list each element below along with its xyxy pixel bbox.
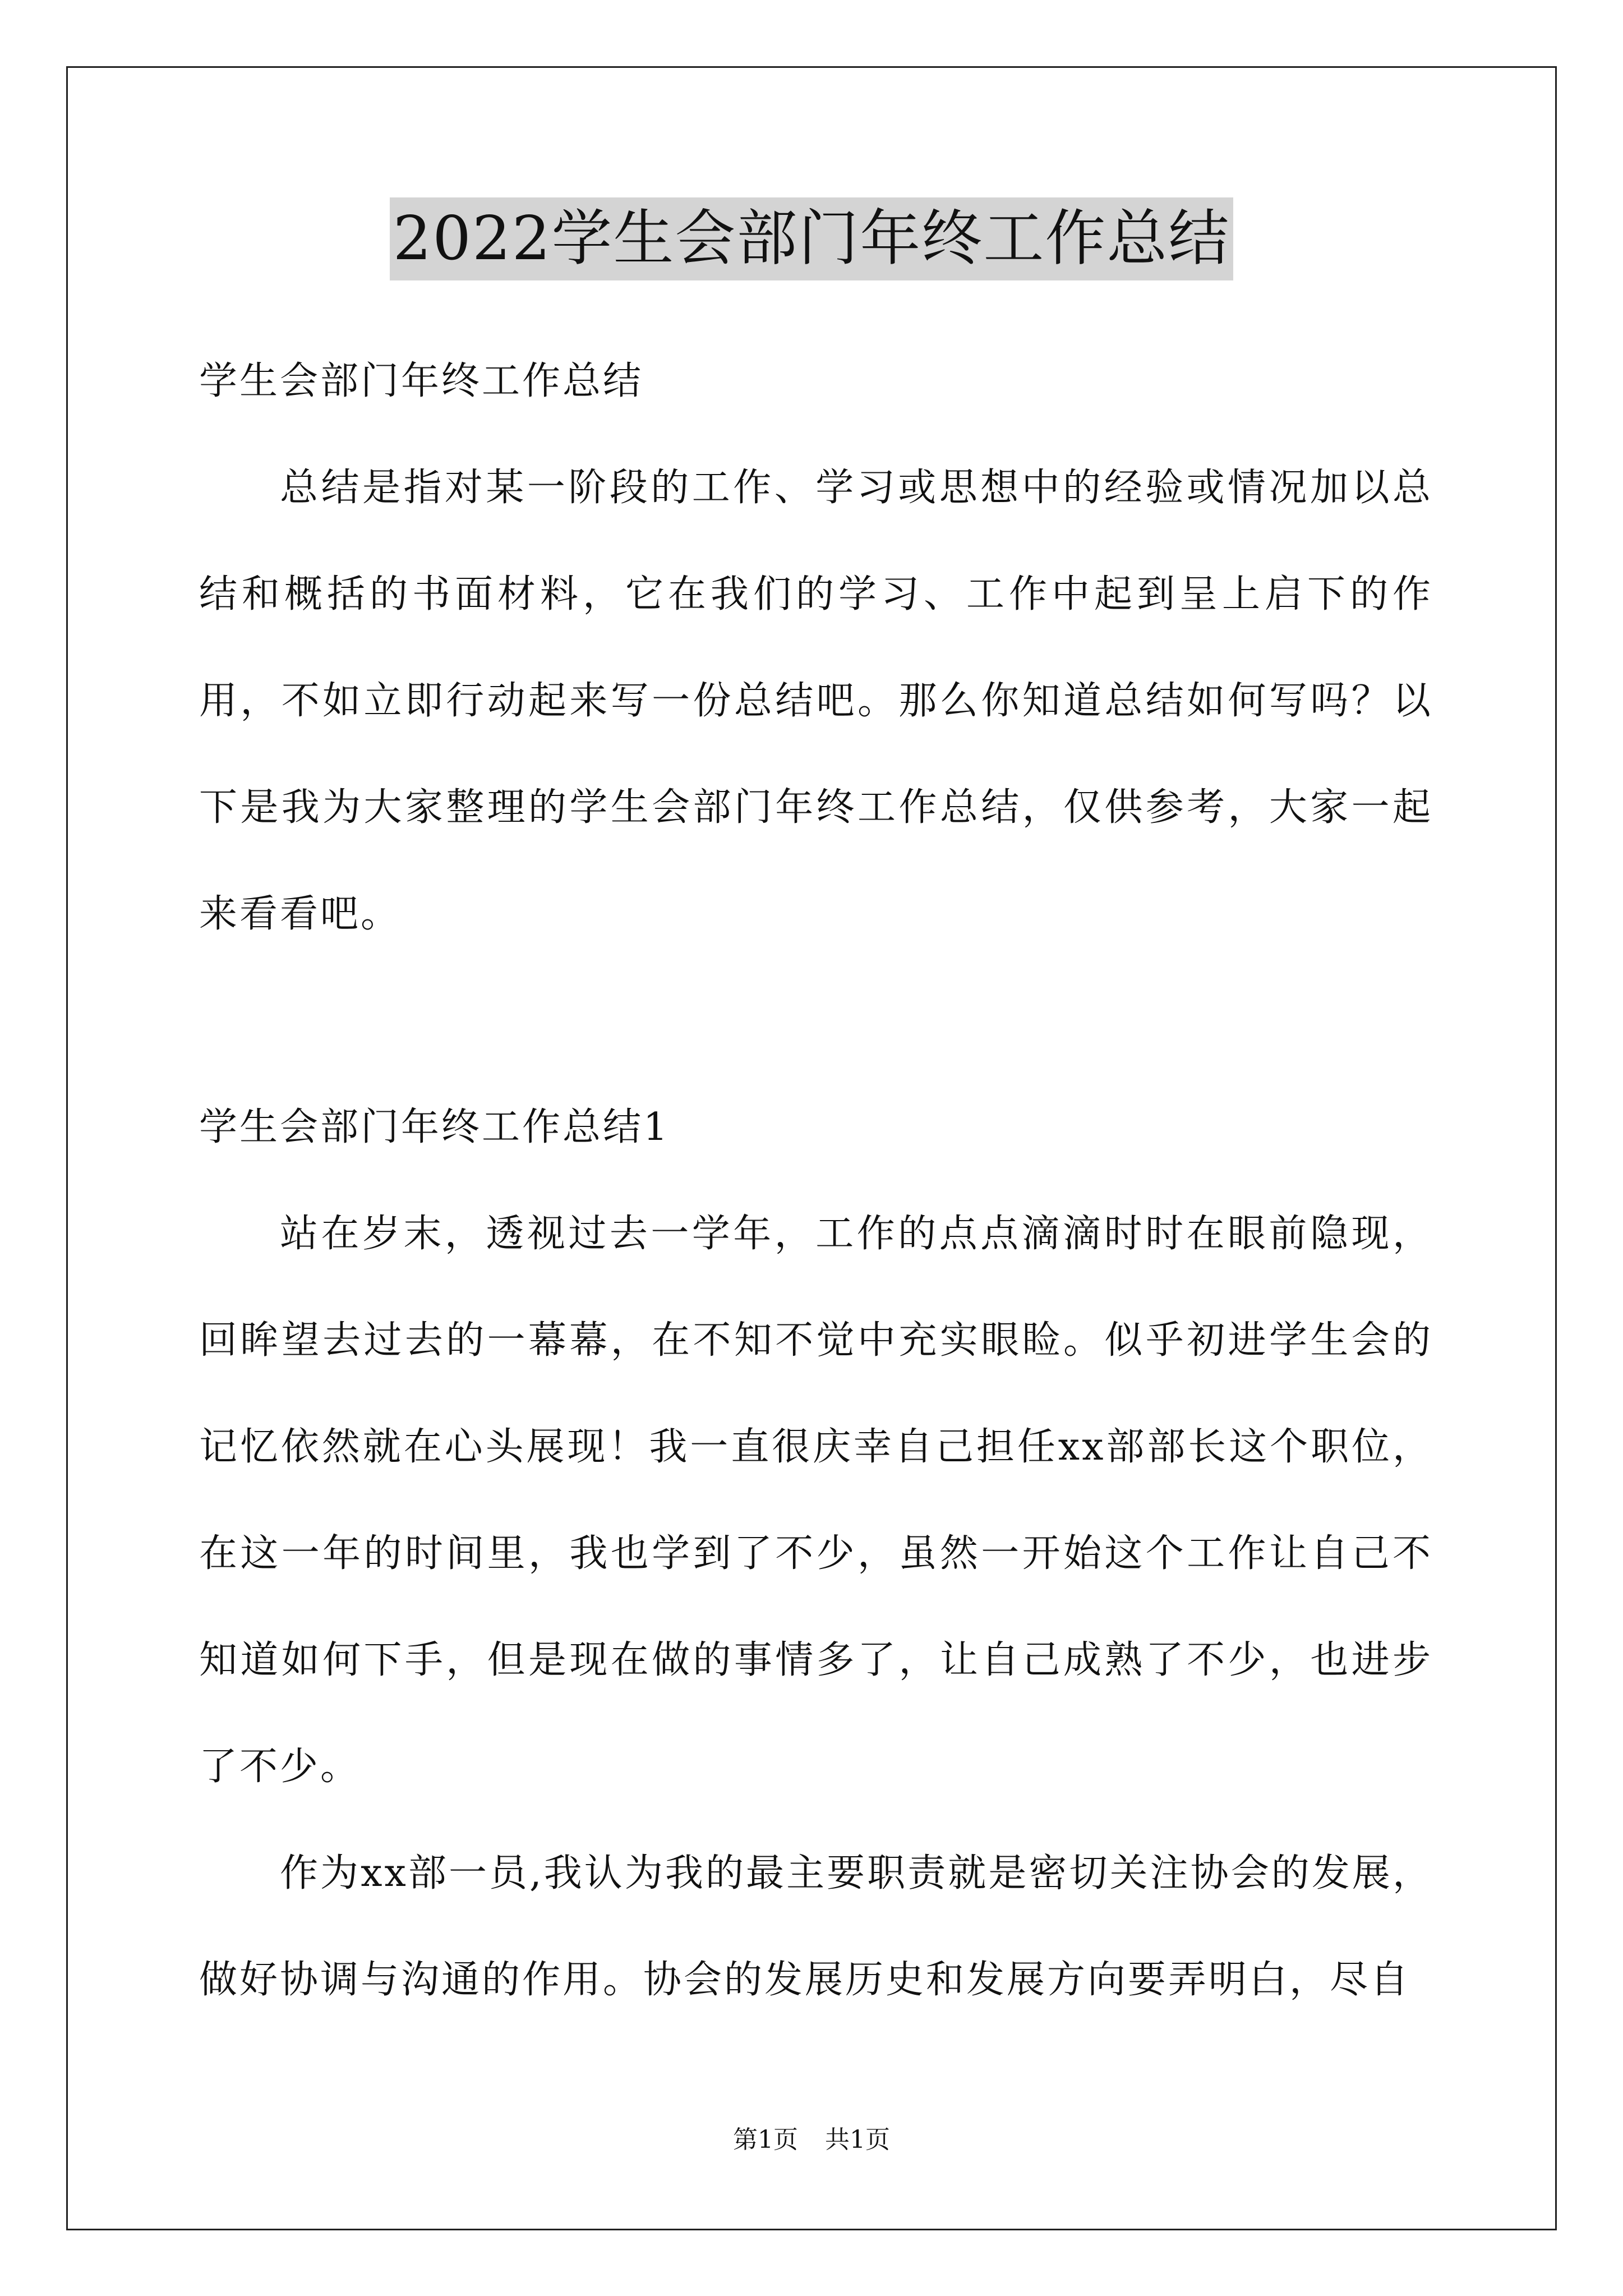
page-number: 第1页 (733, 2125, 798, 2154)
paragraph-gap (199, 968, 1433, 1074)
document-subtitle: 学生会部门年终工作总结 (199, 359, 644, 403)
page-total: 共1页 (825, 2125, 890, 2154)
document-title (0, 197, 1623, 280)
document-title-text: 2022学生会部门年终工作总结 (390, 197, 1234, 280)
section-paragraph-2: 作为xx部一员,我认为我的最主要职责就是密切关注协会的发展，做好协调与沟通的作用。协会的发展历史和发展方向要弄明白，尽自 (199, 1851, 1433, 2002)
page-footer (0, 2123, 1623, 2157)
section-heading: 学生会部门年终工作总结1 (199, 1105, 670, 1149)
document-body (199, 328, 1433, 2033)
intro-paragraph: 总结是指对某一阶段的工作、学习或思想中的经验或情况加以总结和概括的书面材料，它在我们的学习、工作中起到呈上启下的作用，不如立即行动起来写一份总结吧。那么你知道总结如何写吗？以下是我为大家整理的学生会部门年终工作总结，仅供参考，大家一起来看看吧。 (199, 466, 1433, 936)
section-paragraph-1: 站在岁末，透视过去一学年，工作的点点滴滴时时在眼前隐现，回眸望去过去的一幕幕，在不知不觉中充实眼睑。似乎初进学生会的记忆依然就在心头展现！我一直很庆幸自己担任xx部部长这个职位，在这一年的时间里，我也学到了不少，虽然一开始这个工作让自己不知道如何下手，但是现在做的事情多了，让自己成熟了不少，也进步了不少。 (199, 1212, 1433, 1789)
